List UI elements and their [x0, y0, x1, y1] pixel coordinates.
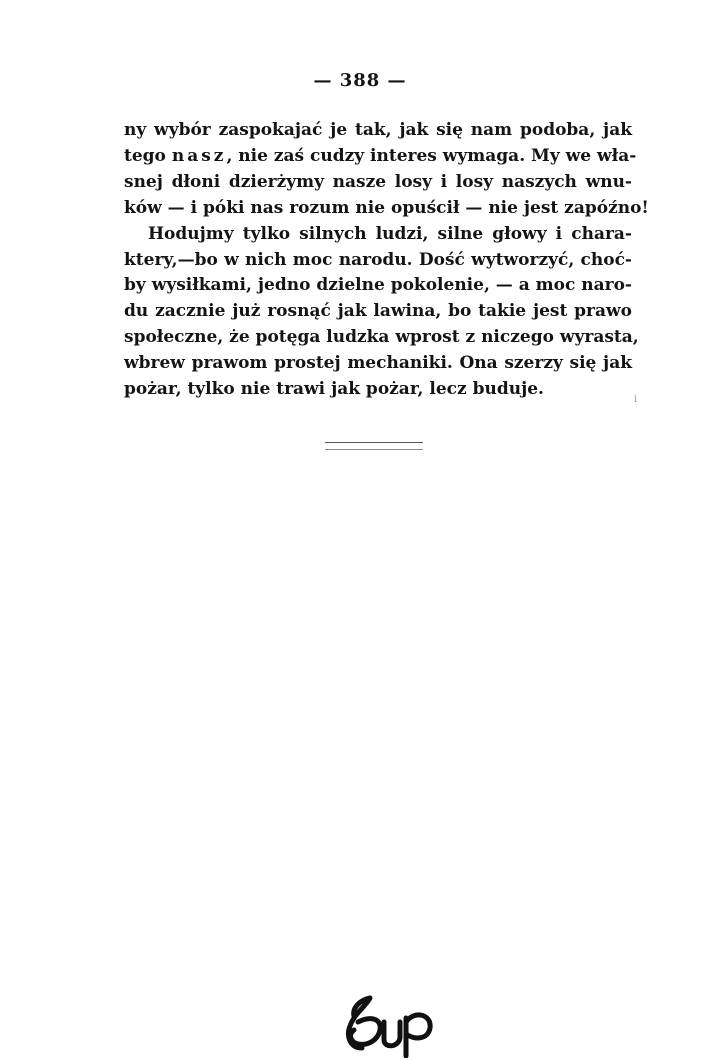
text-line — [124, 144, 637, 170]
text-line: społeczne, że potęga ludzka wprost z niczego wyrasta, — [124, 327, 639, 348]
stray-mark: ⅰ — [634, 394, 638, 405]
text-fragment: , nie zaś cudzy interes wymaga. My we wła- — [226, 145, 637, 166]
text-line: by wysiłkami, jedno dzielne pokolenie, — a moc naro- — [124, 275, 632, 296]
section-divider — [325, 449, 423, 450]
body-text — [124, 118, 649, 403]
emphasized-word: nasz — [171, 145, 227, 166]
section-divider — [325, 442, 423, 443]
text-line: ków — i póki nas rozum nie opuścił — nie jest zapóźno! — [124, 197, 649, 218]
text-fragment: tego — [124, 145, 166, 166]
stamp-label: BUP — [340, 988, 343, 989]
text-line: snej dłoni dzierżymy nasze losy i losy naszych wnu- — [124, 171, 632, 192]
text-line: du zacznie już rosnąć jak lawina, bo takie jest prawo — [124, 301, 632, 322]
text-line: pożar, tylko nie trawi jak pożar, lecz buduje. — [124, 379, 544, 400]
page-number: — 388 — — [313, 70, 407, 91]
text-line: ktery,—bo w nich moc narodu. Dość wytworzyć, choć- — [124, 249, 632, 270]
text-line: Hodujmy tylko silnych ludzi, silne głowy i chara- — [148, 223, 632, 244]
library-stamp-logo — [340, 988, 440, 1058]
text-line: wbrew prawom prostej mechaniki. Ona szerzy się jak — [124, 353, 632, 374]
text-line: ny wybór zaspokajać je tak, jak się nam podoba, jak — [124, 120, 632, 140]
